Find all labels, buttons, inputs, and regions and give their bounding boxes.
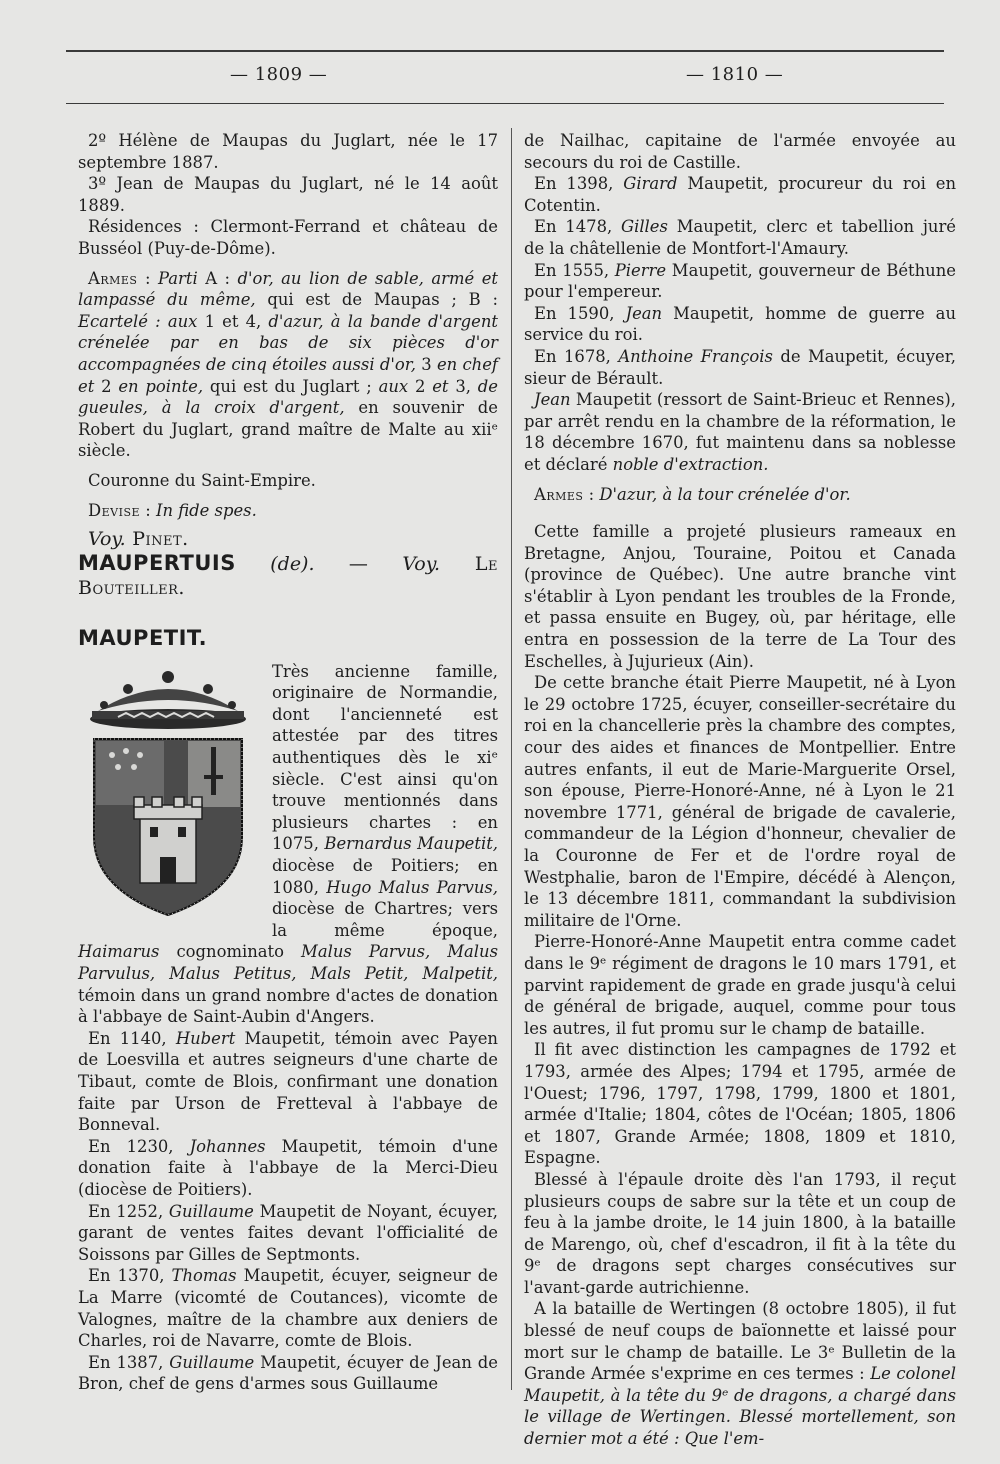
maupetit-intro xyxy=(78,661,498,1028)
devise-label: Devise xyxy=(88,500,141,520)
paragraph-jean: 3º Jean de Maupas du Juglart, né le 14 août 1889. xyxy=(78,174,498,215)
paragraph-cadet: Pierre-Honoré-Anne Maupetit entra comme cadet dans le 9ᵉ régiment de dragons le 10 mars 1791, et parvint rapidement de grade en grade jusqu'à celui de général de brigade, auquel, comme pour tous les autres, il fut promu sur le champ de bataille. xyxy=(524,932,956,1038)
page-number-right: — 1810 — xyxy=(686,64,784,85)
paragraph-1387: En 1387, Guillaume Maupetit, écuyer de Jean de Bron, chef de gens d'armes sous Guillaume xyxy=(78,1352,498,1394)
coat-of-arms-image xyxy=(78,667,258,917)
paragraph-1590: En 1590, Jean Maupetit, homme de guerre au service du roi. xyxy=(524,303,956,345)
paragraph-blesse: Blessé à l'épaule droite dès l'an 1793, il reçut plusieurs coups de sabre sur la tête et un coup de feu à la jambe droite, le 14 juin 1800, à la bataille de Marengo, où, chef d'escadron, il fit à la tête du 9ᵉ de dragons sept charges consécutives sur l'avant-garde autrichienne. xyxy=(524,1169,956,1297)
paragraph-1398: En 1398, Girard Maupetit, procureur du roi en Cotentin. xyxy=(524,174,956,215)
paragraph-devise: Devise : In fide spes. xyxy=(88,500,257,520)
entry-maupertuis: MAUPERTUIS (de). — Voy. Le Bouteiller. xyxy=(78,550,498,599)
paragraph-wertingen: A la bataille de Wertingen (8 octobre 1805), il fut blessé de neuf coups de baïonnette et laissé pour mort sur le champ de bataille. Le 3ᵉ Bulletin de la Grande Armée s'exprime en ces termes : Le colonel Maupetit, à la tête du 9ᵉ de dragons, a chargé dans le village de Wertingen. Blessé mortellement, son dernier mot a été : Que l'em- xyxy=(524,1299,956,1449)
paragraph-helene: 2º Hélène de Maupas du Juglart, née le 17 septembre 1887. xyxy=(78,131,498,172)
paragraph-campagnes: Il fit avec distinction les campagnes de 1792 et 1793, armée des Alpes; 1794 et 1795, armée de l'Ouest; 1796, 1797, 1798, 1799, 1800 et 1801, armée d'Italie; 1804, côtes de l'Océan; 1805, 1806 et 1807, Grande Armée; 1808, 1809 et 1810, Espagne. xyxy=(524,1040,956,1168)
header-rule-top xyxy=(66,50,944,52)
armes-label-right: Armes xyxy=(534,484,584,504)
column-separator xyxy=(511,128,512,1390)
page-number-left: — 1809 — xyxy=(230,64,328,85)
left-column xyxy=(78,130,498,1395)
paragraph-1252: En 1252, Guillaume Maupetit de Noyant, écuyer, garant de ventes faites devant l'officialité de Soissons par Gilles de Septmonts. xyxy=(78,1201,498,1264)
paragraph-jean-rennes: Jean Maupetit (ressort de Saint-Brieuc et Rennes), par arrêt rendu en la chambre de la réformation, le 18 décembre 1670, fut maintenu dans sa noblesse et déclaré noble d'extraction. xyxy=(524,390,956,474)
paragraph-rameaux: Cette famille a projeté plusieurs rameaux en Bretagne, Anjou, Touraine, Poitou et Canada (province de Québec). Une autre branche vint s'établir à Lyon pendant les troubles de la Fronde, et passa ensuite en Bugey, où, par héritage, elle entra en possession de la terre de La Tour des Eschelles, à Jujurieux (Ain). xyxy=(524,522,956,671)
right-column xyxy=(524,130,956,1450)
paragraph-pierre-maupetit: De cette branche était Pierre Maupetit, né à Lyon le 29 octobre 1725, écuyer, conseiller-secrétaire du roi en la chancellerie près la chambre des comptes, cour des aides et finances de Montpellier. Entre autres enfants, il eut de Marie-Marguerite Orsel, son épouse, Pierre-Honoré-Anne, né à Lyon le 21 novembre 1771, général de brigade de cavalerie, commandeur de la Légion d'honneur, chevalier de la Couronne de Fer et de l'ordre royal de Westphalie, baron de l'Empire, décédé à Alençon, le 13 décembre 1811, commandant la subdivision militaire de l'Orne. xyxy=(524,673,956,930)
paragraph-residences: Résidences : Clermont-Ferrand et château de Busséol (Puy-de-Dôme). xyxy=(78,217,498,258)
header-rule-bottom xyxy=(66,103,944,104)
see-also-pinet: Voy. Pinet. xyxy=(88,528,189,551)
paragraph-1678: En 1678, Anthoine François de Maupetit, écuyer, sieur de Bérault. xyxy=(524,346,956,388)
paragraph-1478: En 1478, Gilles Maupetit, clerc et tabellion juré de la châtellenie de Montfort-l'Amaury. xyxy=(524,217,956,258)
entry-title-maupertuis: MAUPERTUIS xyxy=(78,550,236,575)
paragraph-armes-maupetit: Armes : D'azur, à la tour crénelée d'or. xyxy=(534,484,851,504)
paragraph-1370: En 1370, Thomas Maupetit, écuyer, seigneur de La Marre (vicomté de Coutances), vicomte de Valognes, maître de la chambre aux deniers de Charles, roi de Navarre, comte de Blois. xyxy=(78,1266,498,1351)
paragraph-1555: En 1555, Pierre Maupetit, gouverneur de Béthune pour l'empereur. xyxy=(524,260,956,302)
paragraph-couronne: Couronne du Saint-Empire. xyxy=(88,470,316,490)
armes-label: Armes xyxy=(88,268,138,288)
coat-of-arms-icon xyxy=(78,667,258,917)
paragraph-nailhac: de Nailhac, capitaine de l'armée envoyée au secours du roi de Castille. xyxy=(524,131,956,172)
paragraph-1230: En 1230, Johannes Maupetit, témoin d'une donation faite à l'abbaye de la Merci-Dieu (diocèse de Poitiers). xyxy=(78,1136,498,1199)
devise-value: In fide spes. xyxy=(155,500,257,520)
entry-title-maupetit: MAUPETIT. xyxy=(78,625,208,650)
paragraph-1140: En 1140, Hubert Maupetit, témoin avec Payen de Loesvilla et autres seigneurs d'une charte de Tibaut, comte de Blois, confirmant une donation faite par Urson de Fretteval à l'abbaye de Bonneval. xyxy=(78,1028,498,1135)
paragraph-armes-juglart: Armes : Parti A : d'or, au lion de sable, armé et lampassé du même, qui est de Maupas ; B : Ecartelé : aux 1 et 4, d'azur, à la bande d'argent crénelée par en bas de six pièces d'or accompagnées de cinq étoiles aussi d'or, 3 en chef et 2 en pointe, qui est du Juglart ; aux 2 et 3, de gueules, à la croix d'argent, en souvenir de Robert du Juglart, grand maître de Malte au xiiᵉ siècle. xyxy=(78,268,499,461)
paragraph-maupetit-origins: Très ancienne famille, originaire de Normandie, dont l'ancienneté est attestée par des titres authentiques dès le xiᵉ siècle. C'est ainsi qu'on trouve mentionnés dans plusieurs chartes : en 1075, Bernardus Maupetit, diocèse de Poitiers; en 1080, Hugo Malus Parvus, diocèse de Chartres; vers la même époque, Haimarus cognominato Malus Parvus, Malus Parvulus, Malus Petitus, Mals Petit, Malpetit, témoin dans un grand nombre d'actes de donation à l'abbaye de Saint-Aubin d'Angers. xyxy=(78,661,499,1027)
